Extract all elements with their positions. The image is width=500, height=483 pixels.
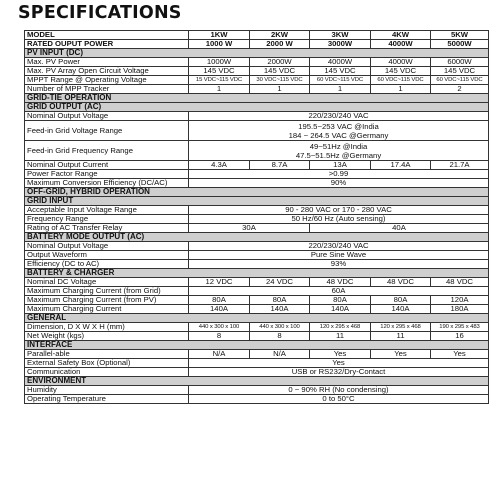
cell-value: 145 VDC: [189, 67, 250, 76]
cell-value: 2000 W: [250, 40, 310, 49]
cell-value: 145 VDC: [250, 67, 310, 76]
section-header: [25, 377, 489, 386]
cell-value: 11: [371, 332, 431, 341]
cell-value: 80A: [189, 296, 250, 305]
section-header: [25, 94, 489, 103]
cell-value: 4000W: [371, 40, 431, 49]
cell-value: Yes: [371, 350, 431, 359]
section-header: [25, 49, 489, 58]
row-label: Maximum Charging Current (from Grid): [25, 287, 189, 296]
cell-value: 11: [310, 332, 371, 341]
section-title: GRID OUTPUT (AC): [25, 103, 489, 112]
cell-value: 140A: [371, 305, 431, 314]
cell-value: 40A: [310, 224, 489, 233]
cell-value: [189, 121, 489, 141]
cell-value: 140A: [310, 305, 371, 314]
row-label: RATED OUPUT POWER: [25, 40, 189, 49]
table-row: [25, 305, 489, 314]
section-title: GRID INPUT: [25, 197, 489, 206]
cell-value: 440 x 300 x 100: [250, 323, 310, 332]
cell-value: 1: [189, 85, 250, 94]
row-label: Parallel-able: [25, 350, 189, 359]
cell-value: 80A: [250, 296, 310, 305]
cell-value: 145 VDC: [371, 67, 431, 76]
cell-value: 1000W: [189, 58, 250, 67]
row-label: Humidity: [25, 386, 189, 395]
rated-output-power-row: [25, 40, 489, 49]
value-line: 195.5~253 VAC @India: [298, 121, 379, 131]
row-label: Feed-in Grid Frequency Range: [25, 141, 189, 161]
row-label: Dimension, D X W X H (mm): [25, 323, 189, 332]
table-row: [25, 141, 489, 161]
cell-value: [189, 141, 489, 161]
row-label: Output Waveform: [25, 251, 189, 260]
cell-value: Yes: [431, 350, 489, 359]
row-label: Feed-in Grid Voltage Range: [25, 121, 189, 141]
cell-value: 6000W: [431, 58, 489, 67]
cell-value: 93%: [189, 260, 489, 269]
cell-value: 145 VDC: [431, 67, 489, 76]
row-label: Maximum Charging Current (from PV): [25, 296, 189, 305]
cell-value: 4000W: [310, 58, 371, 67]
table-row: [25, 278, 489, 287]
cell-value: 145 VDC: [310, 67, 371, 76]
cell-value: 15 VDC~115 VDC: [189, 76, 250, 85]
section-title: BATTERY & CHARGER: [25, 269, 489, 278]
cell-value: 1000 W: [189, 40, 250, 49]
table-row: [25, 260, 489, 269]
section-title: OFF-GRID, HYBRID OPERATION: [25, 188, 489, 197]
model-4kw: 4KW: [371, 31, 431, 40]
cell-value: 16: [431, 332, 489, 341]
cell-value: 4000W: [371, 58, 431, 67]
cell-value: 30A: [189, 224, 310, 233]
section-header: [25, 188, 489, 197]
section-title: GRID-TIE OPERATION: [25, 94, 489, 103]
section-title: PV INPUT (DC): [25, 49, 489, 58]
value-line: 184 ~ 264.5 VAC @Germany: [288, 130, 389, 140]
cell-value: 120 x 295 x 468: [310, 323, 371, 332]
cell-value: 60 VDC~115 VDC: [371, 76, 431, 85]
row-label: Communication: [25, 368, 189, 377]
row-label: Nominal DC Voltage: [25, 278, 189, 287]
cell-value: 220/230/240 VAC: [189, 112, 489, 121]
cell-value: N/A: [189, 350, 250, 359]
cell-value: 90%: [189, 179, 489, 188]
cell-value: USB or RS232/Dry-Contact: [189, 368, 489, 377]
cell-value: 2000W: [250, 58, 310, 67]
section-header: [25, 103, 489, 112]
table-row: [25, 395, 489, 404]
section-title: GENERAL: [25, 314, 489, 323]
table-row: [25, 350, 489, 359]
cell-value: 5000W: [431, 40, 489, 49]
table-row: [25, 224, 489, 233]
section-header: [25, 341, 489, 350]
section-header: [25, 314, 489, 323]
cell-value: 1: [250, 85, 310, 94]
cell-value: 220/230/240 VAC: [189, 242, 489, 251]
table-row: [25, 287, 489, 296]
table-row: [25, 359, 489, 368]
row-label: Max. PV Array Open Circuit Voltage: [25, 67, 189, 76]
cell-value: 440 x 300 x 100: [189, 323, 250, 332]
cell-value: 2: [431, 85, 489, 94]
table-row: [25, 368, 489, 377]
section-title: BATTERY MODE OUTPUT (AC): [25, 233, 489, 242]
page-title: SPECIFICATIONS: [18, 3, 182, 23]
row-label: MPPT Range @ Operating Voltage: [25, 76, 189, 85]
row-label: Operating Temperature: [25, 395, 189, 404]
cell-value: 140A: [189, 305, 250, 314]
cell-value: 30 VDC~115 VDC: [250, 76, 310, 85]
table-row: [25, 323, 489, 332]
cell-value: 3000W: [310, 40, 371, 49]
table-row: [25, 206, 489, 215]
cell-value: 48 VDC: [371, 278, 431, 287]
cell-value: 180A: [431, 305, 489, 314]
row-label: Maximum Charging Current: [25, 305, 189, 314]
model-2kw: 2KW: [250, 31, 310, 40]
section-title: INTERFACE: [25, 341, 489, 350]
cell-value: 24 VDC: [250, 278, 310, 287]
cell-value: Yes: [189, 359, 489, 368]
cell-value: 80A: [310, 296, 371, 305]
row-label: Maximum Conversion Efficiency (DC/AC): [25, 179, 189, 188]
cell-value: Yes: [310, 350, 371, 359]
model-1kw: 1KW: [189, 31, 250, 40]
section-header: [25, 197, 489, 206]
table-row: [25, 85, 489, 94]
cell-value: 17.4A: [371, 161, 431, 170]
cell-value: 80A: [371, 296, 431, 305]
table-row: [25, 251, 489, 260]
cell-value: 48 VDC: [431, 278, 489, 287]
table-row: [25, 76, 489, 85]
cell-value: 48 VDC: [310, 278, 371, 287]
row-label: Efficiency (DC to AC): [25, 260, 189, 269]
row-label: Acceptable Input Voltage Range: [25, 206, 189, 215]
cell-value: 0 ~ 90% RH (No condensing): [189, 386, 489, 395]
cell-value: 120A: [431, 296, 489, 305]
table-row: [25, 296, 489, 305]
row-label: Nominal Output Current: [25, 161, 189, 170]
cell-value: 1: [310, 85, 371, 94]
cell-value: 140A: [250, 305, 310, 314]
table-row: [25, 67, 489, 76]
cell-value: 120 x 295 x 468: [371, 323, 431, 332]
cell-value: 90 - 280 VAC or 170 - 280 VAC: [189, 206, 489, 215]
cell-value: >0.99: [189, 170, 489, 179]
cell-value: 8.7A: [250, 161, 310, 170]
model-header-row: [25, 31, 489, 40]
table-row: [25, 242, 489, 251]
model-5kw: 5KW: [431, 31, 489, 40]
row-label: Nominal Output Voltage: [25, 112, 189, 121]
cell-value: 60 VDC~115 VDC: [431, 76, 489, 85]
cell-value: 60A: [189, 287, 489, 296]
section-header: [25, 269, 489, 278]
cell-value: 50 Hz/60 Hz (Auto sensing): [189, 215, 489, 224]
row-label: Nominal Output Voltage: [25, 242, 189, 251]
row-label: Rating of AC Transfer Relay: [25, 224, 189, 233]
cell-value: 21.7A: [431, 161, 489, 170]
specifications-table: [24, 30, 489, 404]
value-line: 47.5~51.5Hz @Germany: [295, 150, 382, 160]
cell-value: 190 x 295 x 483: [431, 323, 489, 332]
table-row: [25, 112, 489, 121]
model-label: MODEL: [25, 31, 189, 40]
model-3kw: 3KW: [310, 31, 371, 40]
table-row: [25, 121, 489, 141]
row-label: Net Weight (kgs): [25, 332, 189, 341]
section-title: ENVIRONMENT: [25, 377, 489, 386]
table-row: [25, 332, 489, 341]
section-header: [25, 233, 489, 242]
table-row: [25, 386, 489, 395]
row-label: Max. PV Power: [25, 58, 189, 67]
cell-value: 13A: [310, 161, 371, 170]
cell-value: 8: [189, 332, 250, 341]
cell-value: 60 VDC~115 VDC: [310, 76, 371, 85]
cell-value: 12 VDC: [189, 278, 250, 287]
cell-value: 4.3A: [189, 161, 250, 170]
table-row: [25, 215, 489, 224]
cell-value: 1: [371, 85, 431, 94]
row-label: Power Factor Range: [25, 170, 189, 179]
row-label: Frequency Range: [25, 215, 189, 224]
table-row: [25, 58, 489, 67]
cell-value: 8: [250, 332, 310, 341]
row-label: External Safety Box (Optional): [25, 359, 189, 368]
cell-value: 0 to 50°C: [189, 395, 489, 404]
row-label: Number of MPP Tracker: [25, 85, 189, 94]
cell-value: Pure Sine Wave: [189, 251, 489, 260]
table-row: [25, 170, 489, 179]
value-line: 49~51Hz @India: [309, 141, 368, 151]
cell-value: N/A: [250, 350, 310, 359]
table-row: [25, 161, 489, 170]
table-row: [25, 179, 489, 188]
